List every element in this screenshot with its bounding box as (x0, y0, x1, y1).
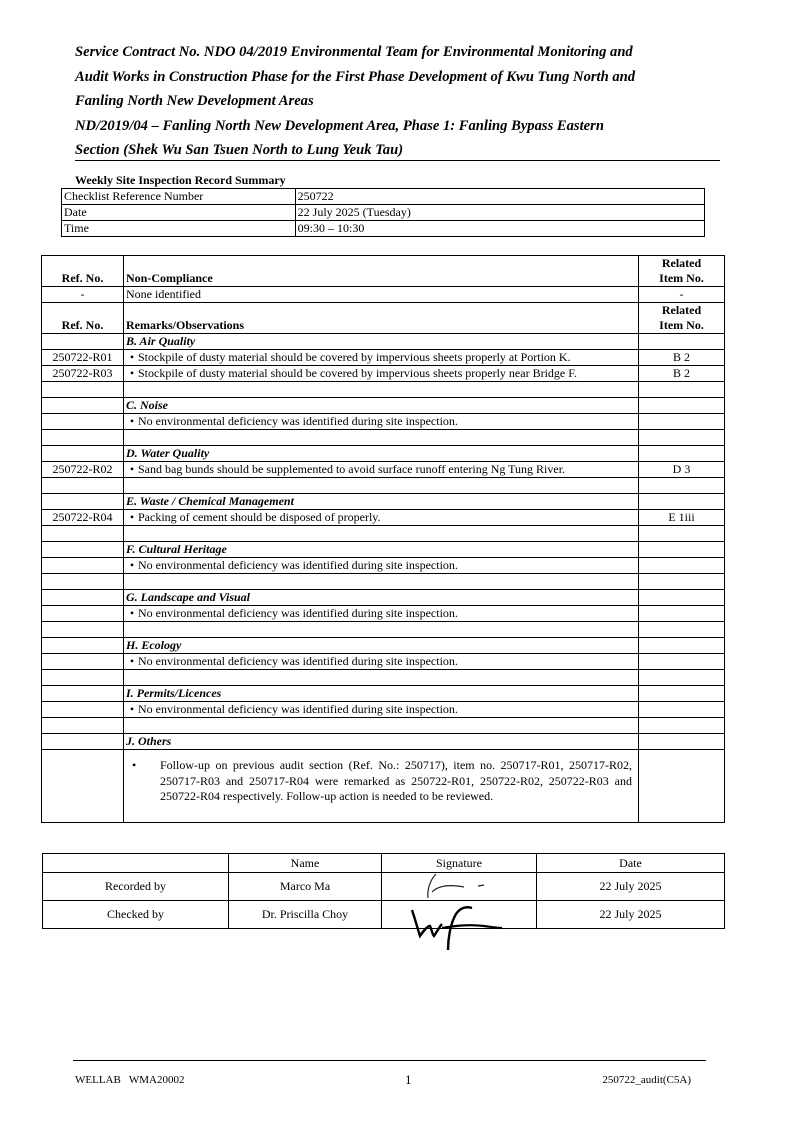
ref-cell: 250722-R03 (42, 366, 124, 382)
table-row (42, 414, 725, 430)
text-cell (124, 350, 639, 366)
section-title: B. Air Quality (124, 334, 639, 350)
bullet-icon: • (132, 758, 137, 772)
remark-text: Stockpile of dusty material should be covered by impervious sheets properly near Bridge F. (138, 366, 577, 380)
text-cell (124, 702, 639, 718)
table-row (42, 462, 725, 478)
header-related-line: Item No. (659, 271, 704, 285)
text-cell (124, 558, 639, 574)
document-title (75, 40, 715, 163)
table-header-row (42, 303, 725, 334)
header-related-line: Related (661, 303, 702, 317)
ref-cell: - (42, 287, 124, 303)
bullet-icon: • (129, 350, 135, 364)
bullet-icon: • (129, 414, 135, 428)
blank-row (42, 430, 725, 446)
table-row (42, 510, 725, 526)
role-label: Checked by (43, 901, 229, 929)
footer-divider (73, 1060, 706, 1061)
section-title: H. Ecology (124, 638, 639, 654)
bullet-icon: • (129, 510, 135, 524)
remark-text: Follow-up on previous audit section (Ref. No.: 250717), item no. 250717-R01, 250717-R02, 250717-R03 and 250717-R04 were remarked as 250722-R01, 250722-R02, 250722-R03 and 250722-R04 respectively. Follow-up action is needed to be reviewed. (160, 758, 632, 803)
header-related-item (639, 303, 725, 334)
bullet-icon: • (129, 366, 135, 380)
bullet-icon: • (129, 558, 135, 572)
blank-row (42, 478, 725, 494)
table-row (42, 350, 725, 366)
info-row (62, 189, 705, 205)
header-related-line: Item No. (659, 318, 704, 332)
text-cell (124, 366, 639, 382)
table-row (42, 702, 725, 718)
text-cell (124, 414, 639, 430)
person-name: Dr. Priscilla Choy (229, 901, 382, 929)
header-signature: Signature (382, 854, 537, 873)
section-title-row (42, 334, 725, 350)
header-date: Date (537, 854, 725, 873)
info-row (62, 221, 705, 237)
header-non-compliance: Non-Compliance (124, 256, 639, 287)
blank-row (42, 718, 725, 734)
item-cell: B 2 (639, 350, 725, 366)
section-title: J. Others (124, 734, 639, 750)
remark-text: No environmental deficiency was identified during site inspection. (138, 654, 458, 668)
blank-row (42, 382, 725, 398)
section-title-row (42, 494, 725, 510)
section-title: F. Cultural Heritage (124, 542, 639, 558)
blank-row (42, 670, 725, 686)
role-label: Recorded by (43, 873, 229, 901)
title-line: ND/2019/04 – Fanling North New Development Area, Phase 1: Fanling Bypass Eastern (75, 117, 604, 134)
item-cell: - (639, 287, 725, 303)
header-name: Name (229, 854, 382, 873)
info-value: 09:30 – 10:30 (295, 221, 704, 237)
info-row (62, 205, 705, 221)
ref-cell: 250722-R04 (42, 510, 124, 526)
item-cell: E 1iii (639, 510, 725, 526)
header-remarks: Remarks/Observations (124, 303, 639, 334)
title-line: Audit Works in Construction Phase for the First Phase Development of Kwu Tung North and (75, 68, 636, 85)
section-title: I. Permits/Licences (124, 686, 639, 702)
section-title: C. Noise (124, 398, 639, 414)
section-title: E. Waste / Chemical Management (124, 494, 639, 510)
remark-text: Sand bag bunds should be supplemented to avoid surface runoff entering Ng Tung River. (138, 462, 566, 476)
ref-cell: 250722-R02 (42, 462, 124, 478)
blank-row (42, 574, 725, 590)
remark-text: No environmental deficiency was identified during site inspection. (138, 606, 458, 620)
item-cell: B 2 (639, 366, 725, 382)
checked-signature-image (404, 902, 514, 956)
footer-left: WELLAB WMA20002 (75, 1074, 185, 1086)
section-title-row (42, 686, 725, 702)
remark-text: No environmental deficiency was identified during site inspection. (138, 702, 458, 716)
header-ref-no: Ref. No. (42, 256, 124, 287)
signoff-table (42, 853, 725, 929)
table-header-row (42, 256, 725, 287)
page-number: 1 (405, 1072, 412, 1087)
text-cell (124, 750, 639, 823)
header-divider (75, 160, 720, 161)
section-title-row (42, 446, 725, 462)
recorded-signature-image (418, 870, 498, 900)
text-cell (124, 654, 639, 670)
remark-text: Stockpile of dusty material should be covered by impervious sheets properly at Portion K. (138, 350, 571, 364)
footer-right: 250722_audit(C5A) (602, 1074, 691, 1086)
section-title-row (42, 542, 725, 558)
signoff-row (43, 901, 725, 929)
person-name: Marco Ma (229, 873, 382, 901)
info-label: Date (62, 205, 296, 221)
table-row (42, 366, 725, 382)
signoff-header-row (43, 854, 725, 873)
table-row (42, 287, 725, 303)
blank-row (42, 622, 725, 638)
text-cell: None identified (124, 287, 639, 303)
item-cell: D 3 (639, 462, 725, 478)
header-related-line: Related (661, 256, 702, 270)
title-line: Section (Shek Wu San Tsuen North to Lung Yeuk Tau) (75, 142, 404, 159)
text-cell (124, 606, 639, 622)
text-cell (124, 510, 639, 526)
table-row (42, 750, 725, 823)
sign-date: 22 July 2025 (537, 873, 725, 901)
bullet-icon: • (129, 654, 135, 668)
section-title: D. Water Quality (124, 446, 639, 462)
bullet-icon: • (129, 462, 135, 476)
section-title: G. Landscape and Visual (124, 590, 639, 606)
section-title-row (42, 590, 725, 606)
section-title-row (42, 734, 725, 750)
remark-text: No environmental deficiency was identified during site inspection. (138, 414, 458, 428)
table-row (42, 606, 725, 622)
text-cell (124, 462, 639, 478)
header-related-item (639, 256, 725, 287)
title-line: Service Contract No. NDO 04/2019 Environmental Team for Environmental Monitoring and (75, 44, 633, 60)
info-label: Time (62, 221, 296, 237)
title-line: Fanling North New Development Areas (75, 93, 314, 110)
blank-row (42, 526, 725, 542)
ref-cell: 250722-R01 (42, 350, 124, 366)
remark-text: No environmental deficiency was identified during site inspection. (138, 558, 458, 572)
bullet-icon: • (129, 702, 135, 716)
header-ref-no: Ref. No. (42, 303, 124, 334)
section-title-row (42, 638, 725, 654)
info-label: Checklist Reference Number (62, 189, 296, 205)
bullet-icon: • (129, 606, 135, 620)
section-title-row (42, 398, 725, 414)
sign-date: 22 July 2025 (537, 901, 725, 929)
signoff-row (43, 873, 725, 901)
info-value: 22 July 2025 (Tuesday) (295, 205, 704, 221)
info-table (61, 188, 705, 237)
info-value: 250722 (295, 189, 704, 205)
summary-title: Weekly Site Inspection Record Summary (75, 173, 286, 187)
remark-text: Packing of cement should be disposed of properly. (138, 510, 381, 524)
inspection-table (41, 255, 725, 823)
table-row (42, 558, 725, 574)
table-row (42, 654, 725, 670)
